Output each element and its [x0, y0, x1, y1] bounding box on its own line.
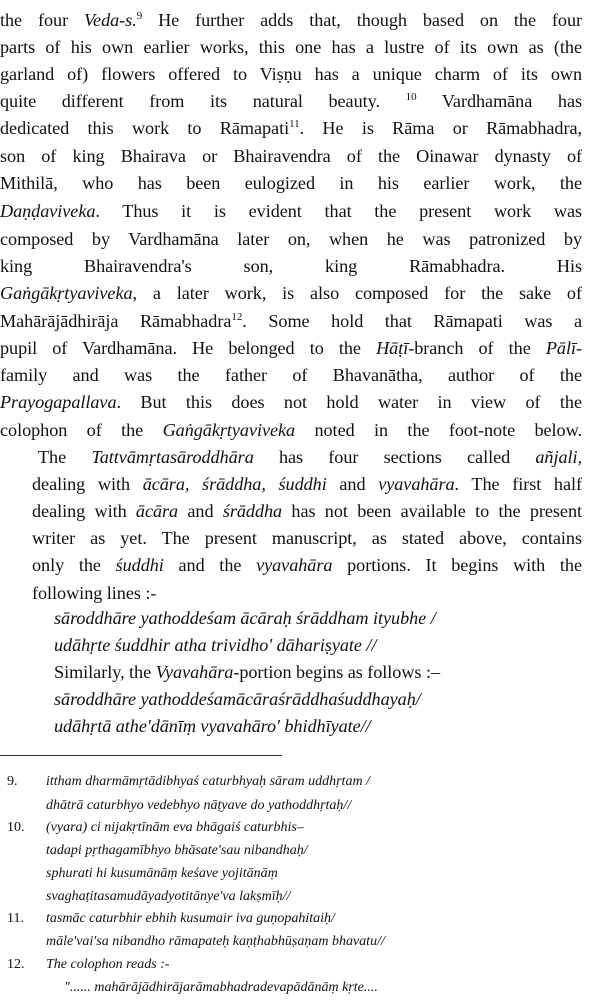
body-text-run: . Some hold that Rāmapati was a — [242, 311, 582, 331]
italic-term: ācāra, śrāddha, śuddhi — [142, 474, 327, 494]
italic-term: Veda-s. — [84, 10, 137, 30]
body-text-run: Mithilā, who has been eulogized in his earlier work, the — [0, 173, 582, 193]
body-line — [32, 553, 582, 577]
body-text-run: dealing with — [32, 474, 143, 494]
footnote-ref: 11 — [289, 118, 300, 130]
italic-term: añjali, — [535, 447, 583, 467]
body-text-run: . He is Rāma or Rāmabhadra, — [299, 118, 582, 138]
body-text-run: has not been available to the present — [282, 501, 582, 521]
footnote-line: tadapi pṛthagamībhyo bhāsate'sau nibandhaḥ/ — [46, 843, 308, 858]
body-line — [0, 418, 582, 442]
italic-term: Daṇḍaviveka — [0, 201, 96, 221]
body-text-run: Similarly, the — [54, 662, 156, 682]
body-line — [0, 62, 582, 86]
body-text-run: -branch of the — [408, 338, 546, 358]
footnote-ref: 10 — [405, 91, 417, 103]
footnote-line: ittham dharmāmṛtādibhyaś caturbhyaḥ sāram uddhṛtam / — [46, 774, 370, 789]
italic-term: sāroddhāre yathoddeśam ācāraḥ śrāddham ityubhe / — [54, 608, 436, 628]
footnote-line: The colophon reads :- — [46, 957, 170, 972]
italic-term: Vyavahāra — [155, 662, 234, 682]
italic-term: Gaṅgākṛtyaviveka — [0, 283, 133, 303]
body-text-run: , a later work, is also composed for the sake of — [132, 283, 582, 303]
italic-term: śuddhi — [115, 555, 164, 575]
body-text-run: Vardhamāna has — [416, 91, 582, 111]
body-line — [0, 89, 582, 113]
italic-term: udāhṛtā athe'dānīṃ vyavahāro' bhidhīyate// — [54, 716, 371, 736]
body-line — [54, 660, 440, 684]
body-line — [0, 281, 582, 305]
body-text-run: and the — [163, 555, 257, 575]
footnote-line: "...... mahārājādhirājarāmabhadradevapādānāṃ kṛte.... — [64, 980, 378, 995]
body-text-run: noted in the foot-note below. — [295, 420, 582, 440]
footnote-line: dhātrā caturbhyo vedebhyo nāṭyave do yathoddhṛtaḥ// — [46, 798, 352, 813]
footnote-number: 11. — [7, 911, 24, 926]
body-text-run: dealing with — [32, 501, 136, 521]
body-text-run: composed by Vardhamāna later on, when he was patronized by — [0, 229, 582, 249]
body-line — [38, 445, 582, 469]
body-text-run: has four sections called — [253, 447, 536, 467]
body-line — [0, 35, 582, 59]
body-text-run: quite different from its natural beauty. — [0, 91, 406, 111]
italic-term: sāroddhāre yathoddeśamācāraśrāddhaśuddhayaḥ/ — [54, 689, 421, 709]
body-line — [0, 254, 582, 278]
italic-term: udāhṛte śuddhir atha trividho' dāhariṣyate // — [54, 635, 377, 655]
body-text-run: -portion begins as follows :– — [233, 662, 441, 682]
footnote-line: sphurati hi kusumānāṃ keśave yojitānāṃ — [46, 866, 278, 881]
italic-term: vyavahāra — [378, 474, 455, 494]
body-text-run: the four — [0, 10, 85, 30]
body-line — [32, 472, 582, 496]
footnote-ref: 12 — [231, 311, 243, 323]
italic-term: Gaṅgākṛtyaviveka — [162, 420, 296, 440]
footnote-line: svaghaṭitasamudāyadyotitānye'va lakṣmīḥ// — [46, 889, 291, 904]
footnote-line: tasmāc caturbhir ebhih kusumair iva guṇopahitaiḥ/ — [46, 911, 335, 926]
italic-term: Pālī — [545, 338, 576, 358]
footnote-number: 12. — [7, 957, 25, 972]
body-text-run: . But this does not hold water in view of the — [116, 392, 582, 412]
footnote-rule — [0, 755, 282, 756]
body-text-run: and — [178, 501, 223, 521]
body-text-run: family and was the father of Bhavanātha, author of the — [0, 365, 582, 385]
body-text-run: The — [38, 447, 92, 467]
body-text-run: pupil of Vardhamāna. He belonged to the — [0, 338, 377, 358]
body-text-run: only the — [32, 555, 116, 575]
body-text-run: - — [575, 338, 582, 358]
body-text-run: garland of) flowers offered to Viṣṇu has a unique charm of its own — [0, 64, 582, 84]
body-line — [0, 309, 582, 333]
body-text-run: He further adds that, though based on the four — [142, 10, 582, 30]
italic-term: ācāra — [135, 501, 179, 521]
body-text-run: following lines :- — [32, 583, 157, 603]
body-line — [0, 363, 582, 387]
body-line — [32, 499, 582, 523]
body-text-run: . The first half — [454, 474, 582, 494]
body-text-run: parts of his own earlier works, this one has a lustre of its own as (the — [0, 37, 582, 57]
body-line — [54, 714, 371, 738]
body-text-run: portions. It begins with the — [332, 555, 582, 575]
body-line — [0, 336, 582, 360]
body-line — [0, 171, 582, 195]
body-line — [0, 227, 582, 251]
body-line — [54, 606, 436, 630]
body-line — [32, 526, 582, 550]
body-line — [0, 8, 582, 32]
italic-term: vyavahāra — [256, 555, 333, 575]
footnote-number: 10. — [7, 820, 25, 835]
body-line — [54, 687, 421, 711]
body-line — [0, 116, 582, 140]
body-line — [0, 199, 582, 223]
italic-term: Hāṭī — [376, 338, 409, 358]
body-text-run: . Thus it is evident that the present work was — [95, 201, 582, 221]
body-line — [0, 390, 582, 414]
italic-term: Prayogapallava — [0, 392, 117, 412]
body-line — [32, 581, 156, 605]
body-text-run: dedicated this work to Rāmapati — [0, 118, 290, 138]
italic-term: śrāddha — [222, 501, 283, 521]
body-text-run: son of king Bhairava or Bhairavendra of the Oinawar dynasty of — [0, 146, 582, 166]
footnote-number: 9. — [7, 774, 18, 789]
body-text-run: writer as yet. The present manuscript, as stated above, contains — [32, 528, 582, 548]
footnote-line: (vyara) ci nijakṛtīnām eva bhāgaiś caturbhis– — [46, 820, 304, 835]
body-line — [54, 633, 376, 657]
italic-term: Tattvāmṛtasāroddhāra — [91, 447, 254, 467]
body-text-run: and — [326, 474, 379, 494]
footnote-line: māle'vai'sa nibandho rāmapateḥ kaṇṭhabhūṣaṇam bhavatu// — [46, 934, 385, 949]
body-text-run: king Bhairavendra's son, king Rāmabhadra. His — [0, 256, 582, 276]
body-text-run: Mahārājādhirāja Rāmabhadra — [0, 311, 232, 331]
body-line — [0, 144, 582, 168]
footnote-ref: 9 — [136, 10, 143, 22]
body-text-run: colophon of the — [0, 420, 163, 440]
